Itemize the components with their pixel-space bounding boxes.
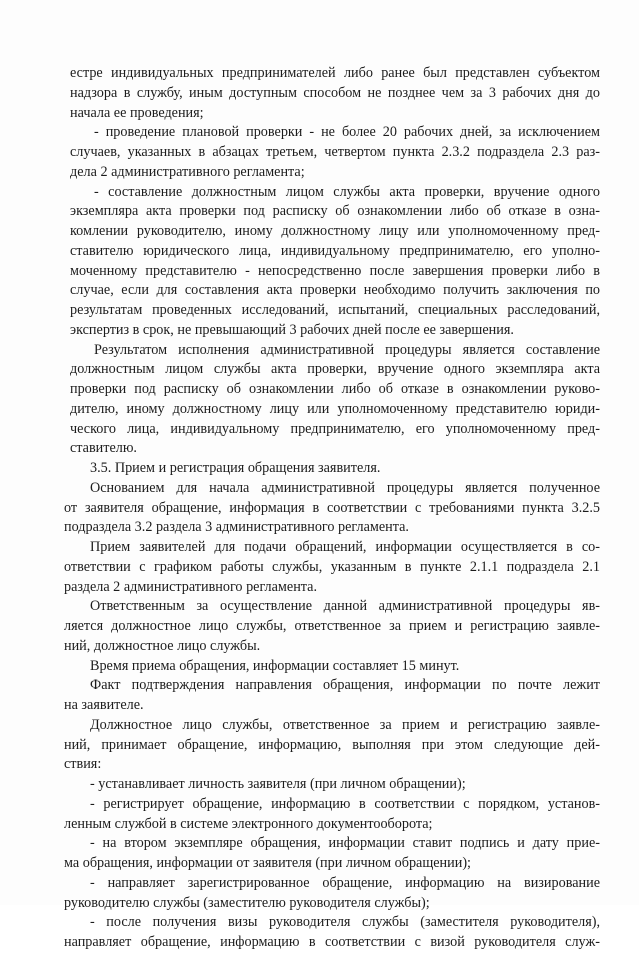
document-line: комлении руководителю, иному должностному лицу или уполномоченному пред- [70,223,600,239]
document-line: - проведение плановой проверки - не более 20 рабочих дней, за исключением [94,124,600,141]
document-line: ленным службой в системе электронного документооборота; [64,815,433,832]
document-line: Время приема обращения, информации составляет 15 минут. [90,657,460,674]
document-line: начала ее проведения; [70,104,204,121]
document-line: ма обращения, информации от заявителя (при личном обращении); [64,855,471,871]
document-line: 3.5. Прием и регистрация обращения заявителя. [90,460,381,476]
document-line: руководителю службы (заместителю руководителя службы); [64,894,430,911]
document-line: - направляет зарегистрированное обращение, информацию на визирование [90,874,600,891]
document-line: надзора в службу, иным доступным способом не позднее чем за 3 рабочих дня до [70,84,600,101]
document-line: Должностное лицо службы, ответственное за прием и регистрацию заявле- [90,716,600,733]
document-line: ческого лица, индивидуальному предпринимателю, его уполномоченному пред- [70,420,600,437]
document-line: - на втором экземпляре обращения, информации ставит подпись и дату прие- [90,835,600,852]
document-line: ляется должностное лицо службы, ответственное за прием и регистрацию заявле- [64,618,600,634]
document-line: - составление должностным лицом службы акта проверки, вручение одного [94,183,600,200]
document-line: от заявителя обращение, информация в соответствии с требованиями пункта 3.2.5 [64,499,600,516]
document-line: - регистрирует обращение, информацию в соответствии с порядком, установ- [90,795,600,812]
document-line: Основанием для начала административной процедуры является полученное [90,479,600,496]
document-line: раздела 2 административного регламента. [64,578,318,595]
document-line: должностным лицом службы акта проверки, вручение одного экземпляра акта [70,361,600,378]
document-line: Результатом исполнения административной процедуры является составление [94,341,600,358]
document-line: ставителю. [70,440,137,457]
document-line: дела 2 административного регламента; [70,163,305,180]
document-line: ствия: [64,756,102,773]
document-line: моченному представителю - непосредственно после завершения проверки либо в [70,262,600,279]
document-line: естре индивидуальных предпринимателей либо ранее был представлен субъектом [70,65,600,81]
document-text [58,64,600,953]
document-line: ний, принимает обращение, информацию, выполняя при этом следующие дей- [64,736,600,753]
document-line: экземпляра акта проверки под расписку об ознакомлении либо об отказе в озна- [70,203,600,220]
document-line: ний, должностное лицо службы. [64,637,261,654]
document-line: экспертиз в срок, не превышающий 3 рабочих дней после ее завершения. [70,321,514,338]
document-line: Прием заявителей для подачи обращений, информации осуществляется в со- [90,539,600,555]
document-line: результатам проведенных исследований, испытаний, специальных расследований, [70,302,600,318]
document-line: дителю, иному должностному лицу или уполномоченному представителю юриди- [70,400,600,417]
document-line: случае, если для составления акта проверки необходимо получить заключения по [70,282,600,299]
document-line: подраздела 3.2 раздела 3 административного регламента. [64,519,409,536]
document-line: ответствии с графиком работы службы, указанным в пункте 2.1.1 подраздела 2.1 [64,558,600,575]
document-line: - устанавливает личность заявителя (при личном обращении); [90,776,466,792]
document-line: Ответственным за осуществление данной административной процедуры яв- [90,598,600,615]
document-line: случаев, указанных в абзацах третьем, четвертом пункта 2.3.2 подраздела 2.3 раз- [70,144,600,160]
document-line: на заявителе. [64,697,144,713]
document-line: - после получения визы руководителя службы (заместителя руководителя), [90,914,600,931]
document-line: направляет обращение, информацию в соответствии с визой руководителя служ- [64,934,600,950]
document-line: ставителю юридического лица, индивидуальному предпринимателю, его уполно- [70,242,600,259]
document-line: Факт подтверждения направления обращения, информации по почте лежит [90,677,600,694]
document-line: проверки под расписку об ознакомлении либо об отказе в ознакомлении руково- [70,381,600,397]
